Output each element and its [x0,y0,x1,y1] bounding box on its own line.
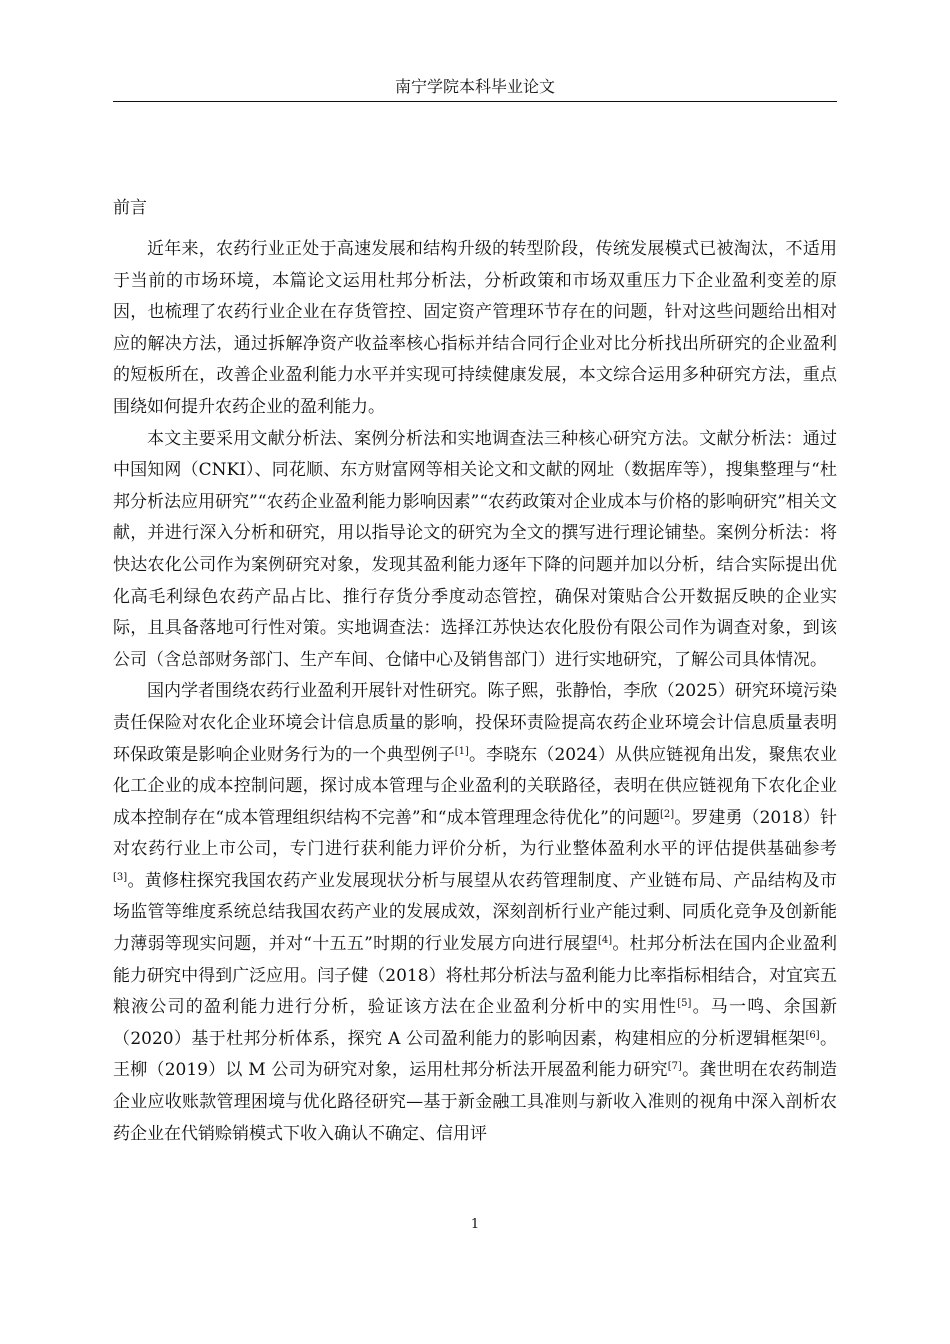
paragraph-text: 本文主要采用文献分析法、案例分析法和实地调查法三种核心研究方法。文献分析法：通过中国知网（CNKI）、同花顺、东方财富网等相关论文和文献的网址（数据库等），搜集整理与“杜邦分析法应用研究”“农药企业盈利能力影响因素”“农药政策对企业成本与价格的影响研究”相关文献，并进行深入分析和研究，用以指导论文的研究为全文的撰写进行理论铺垫。案例分析法：将快达农化公司作为案例研究对象，发现其盈利能力逐年下降的问题并加以分析，结合实际提出优化高毛利绿色农药产品占比、推行存货分季度动态管控，确保对策贴合公开数据反映的企业实际，且具备落地可行性对策。实地调查法：选择江苏快达农化股份有限公司作为调查对象，到该公司（含总部财务部门、生产车间、仓储中心及销售部门）进行实地研究，了解公司具体情况。 [113,428,837,670]
paragraph-text: 。罗建勇（2018）针对农药行业上市公司，专门进行获利能力评价分析，为行业整体盈利水平的评估提供基础参考 [113,807,837,860]
header-rule [113,101,837,102]
paragraph-text: 。杜邦分析法在国内企业盈利能力研究中得到广泛应用。闫子健（2018）将杜邦分析法与盈利能力比率指标相结合，对宜宾五粮液公司的盈利能力进行分析，验证该方法在企业盈利分析中的实用性 [113,934,837,1018]
body-text [113,234,837,1150]
paragraph [113,424,837,677]
citation-marker: [2] [660,808,675,820]
citation-marker: [5] [677,998,692,1010]
paragraph-text: 。李晓东（2024）从供应链视角出发，聚焦农业化工企业的成本控制问题，探讨成本管理与企业盈利的关联路径，表明在供应链视角下农化企业成本控制存在“成本管理组织结构不完善”和“成本管理理念待优化”的问题 [113,744,837,828]
citation-marker: [6] [805,1029,820,1041]
page-number: 1 [470,1217,480,1232]
paragraph [113,676,837,1150]
paragraph-text: 国内学者围绕农药行业盈利开展针对性研究。陈子熙，张静怡，李欣（2025）研究环境污染责任保险对农化企业环境会计信息质量的影响，投保环责险提高农药企业环境会计信息质量表明环保政策是影响企业财务行为的一个典型例子 [113,681,837,765]
paragraph-text: 。王柳（2019）以 M 公司为研究对象，运用杜邦分析法开展盈利能力研究 [113,1028,837,1081]
citation-marker: [1] [454,745,469,757]
section-heading: 前言 [113,198,147,218]
paragraph-text: 。黄修柱探究我国农药产业发展现状分析与展望从农药管理制度、产业链布局、产品结构及市场监管等维度系统总结我国农药产业的发展成效，深刻剖析行业产能过剩、同质化竞争及创新能力薄弱等现实问题，并对“十五五”时期的行业发展方向进行展望 [113,870,837,955]
running-header: 南宁学院本科毕业论文 [394,77,555,96]
paragraph-text: 。龚世明在农药制造企业应收账款管理困境与优化路径研究—基于新金融工具准则与新收入准则的视角中深入剖析农药企业在代销赊销模式下收入确认不确定、信用评 [113,1060,837,1144]
paragraph-text: 近年来，农药行业正处于高速发展和结构升级的转型阶段，传统发展模式已被淘汰，不适用于当前的市场环境，本篇论文运用杜邦分析法，分析政策和市场双重压力下企业盈利变差的原因，也梳理了农药行业企业在存货管控、固定资产管理环节存在的问题，针对这些问题给出相对应的解决方法，通过拆解净资产收益率核心指标并结合同行企业对比分析找出所研究的企业盈利的短板所在，改善企业盈利能力水平并实现可持续健康发展，本文综合运用多种研究方法，重点围绕如何提升农药企业的盈利能力。 [113,239,837,417]
citation-marker: [3] [113,871,128,883]
paragraph-text: 。马一鸣、余国新（2020）基于杜邦分析体系，探究 A 公司盈利能力的影响因素，构建相应的分析逻辑框架 [113,997,838,1049]
paragraph [113,234,837,424]
citation-marker: [7] [667,1061,682,1073]
citation-marker: [4] [597,935,613,947]
